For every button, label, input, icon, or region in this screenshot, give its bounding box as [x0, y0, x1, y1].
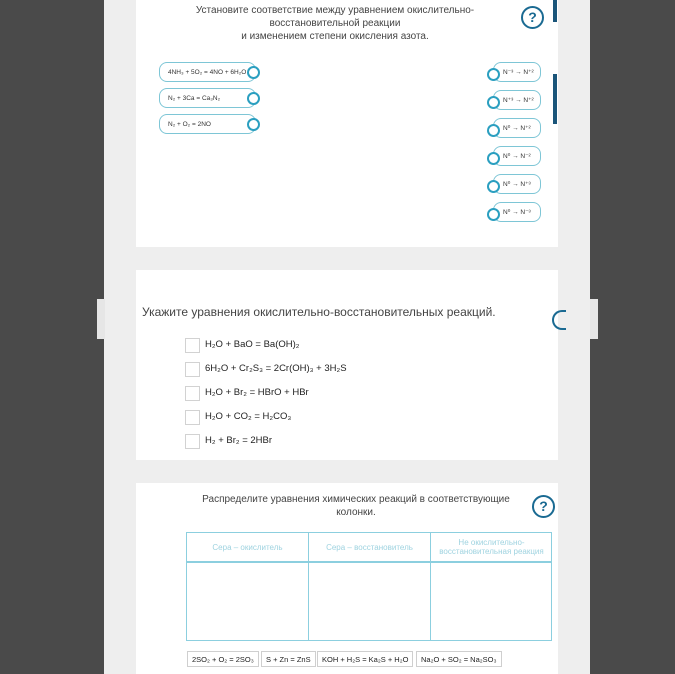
accent-bar [553, 74, 557, 124]
right-match-item[interactable]: N⁰ → N⁻² [493, 146, 541, 166]
connector-dot[interactable] [487, 68, 500, 81]
left-match-item[interactable]: N₂ + 3Ca = Ca₃N₂ [159, 88, 256, 108]
right-match-item[interactable]: N⁻³ → N⁺² [493, 62, 541, 82]
left-match-item[interactable]: 4NH₃ + 5O₂ = 4NO + 6H₂O [159, 62, 256, 82]
question-title: Укажите уравнения окислительно-восстановительных реакций. [142, 305, 496, 319]
connector-dot[interactable] [487, 152, 500, 165]
checkbox[interactable] [185, 362, 200, 377]
right-match-item[interactable]: N⁺³ → N⁺² [493, 90, 541, 110]
connector-dot[interactable] [487, 208, 500, 221]
column-header-oxidizer: Сера – окислитель [212, 542, 283, 552]
accent-bar [553, 0, 557, 22]
help-icon[interactable]: ? [521, 6, 544, 29]
right-match-item[interactable]: N⁰ → N⁺² [493, 118, 541, 138]
draggable-equation-chip[interactable]: 2SO₂ + O₂ = 2SO₃ [187, 651, 259, 667]
connector-dot[interactable] [247, 92, 260, 105]
drop-zone-non-redox[interactable] [431, 563, 552, 640]
sorting-table [186, 532, 552, 641]
right-match-item[interactable]: N⁰ → N⁻³ [493, 202, 541, 222]
draggable-equation-chip[interactable]: S + Zn = ZnS [261, 651, 316, 667]
left-match-item[interactable]: N₂ + O₂ = 2NO [159, 114, 256, 134]
connector-dot[interactable] [247, 118, 260, 131]
help-icon-partial[interactable] [552, 310, 566, 330]
question-card-sorting [136, 483, 558, 674]
connector-dot[interactable] [487, 124, 500, 137]
question-card-matching [136, 0, 558, 247]
connector-dot[interactable] [247, 66, 260, 79]
question-card-checkbox: Укажите уравнения окислительно-восстановительных реакций. H₂O + BaO = Ba(OH)₂ 6H₂O + Cr₂S₃ = 2Cr(OH)₃ + 3H₂S H₂O + Br₂ = HBrO + HBr H₂O + CO₂ = H₂CO₃ H₂ + Br₂ = 2HBr [136, 270, 558, 460]
checkbox[interactable] [185, 410, 200, 425]
column-header-reducer: Сера – восстановитель [326, 542, 413, 552]
checkbox[interactable] [185, 386, 200, 401]
right-match-item[interactable]: N⁰ → N⁺³ [493, 174, 541, 194]
left-side-tab [97, 299, 105, 339]
column-header-non-redox: Не окислительно-восстановительная реакция [439, 538, 544, 556]
help-icon[interactable]: ? [532, 495, 555, 518]
checkbox[interactable] [185, 434, 200, 449]
checkbox[interactable] [185, 338, 200, 353]
drop-zone-oxidizer[interactable] [187, 563, 308, 640]
question-title: Распределите уравнения химических реакций в соответствующие колонки. [202, 494, 510, 518]
question-title: Установите соответствие между уравнением окислительно- восстановительной реакции и изменением степени окисления азота. [195, 5, 475, 42]
right-side-tab [590, 299, 598, 339]
connector-dot[interactable] [487, 96, 500, 109]
connector-dot[interactable] [487, 180, 500, 193]
draggable-equation-chip[interactable]: Na₂O + SO₂ = Na₂SO₃ [416, 651, 502, 667]
draggable-equation-chip[interactable]: KOH + H₂S = Ka₂S + H₂O [317, 651, 413, 667]
drop-zone-reducer[interactable] [309, 563, 430, 640]
